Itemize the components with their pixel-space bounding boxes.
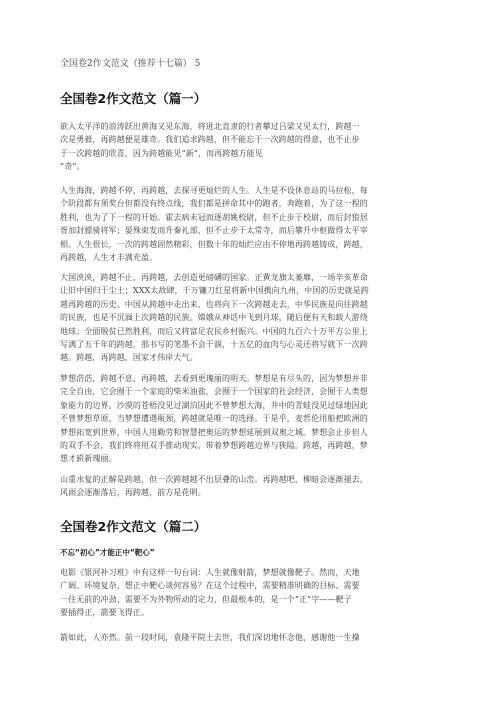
paragraph-line: 次是勇毅，再跨越便是雄奇。我们追求跨越，但不能忘于一次跨越的得意，也不止步 [60, 135, 360, 145]
paragraph-line: 个阶段都有须奖台但都没有终点线，我们都是拼命其中的跑者，奔跑着，为了这一程的 [60, 199, 368, 209]
paragraph-line: 胜利，也为了下一程的开始。霍去病未冠而逐胡姚校尉，但不止步于校尉，而后封狼居 [60, 212, 368, 222]
paragraph-line: 越。跨越，再跨越，国家才伟岸大气。 [60, 353, 198, 363]
section-2-title: 全国卷2作文范文（篇二） [60, 519, 207, 534]
paragraph-line: 的双手不会，我们终将用双手推动现实，带着梦想跨越边界与狭隘。跨越，再跨越，梦 [60, 441, 368, 451]
paragraph-line: 地球；全面脱贫已然胜利，而后又将富足农民乡村振兴。中国的九百六十万平方公里上 [60, 326, 368, 336]
document-header: 全国卷2作文范文（推荐十七篇） 5 [60, 59, 201, 69]
paragraph-line: 相。人生很长，一次的跨越固然精彩，但数十年的灿烂应由不停地再跨越铸成，跨越， [60, 239, 368, 249]
paragraph-line: 梦想浩浩，跨越不息，再跨越，去看到更瑰丽的明天。梦想是有尽头的，因为梦想并非 [60, 374, 368, 383]
paragraph-line: 写满了五千年的跨越，那书写的笔墨不会干涸，十五亿的血肉与心灵还将写就下一次跨 [60, 340, 368, 350]
paragraph-line: 再跨越，人生才丰满充盈。 [60, 253, 158, 263]
paragraph-line: 风雨会逐渐落后，再跨越，前方是花明。 [60, 488, 206, 498]
paragraph-line: 想才崭新瑰丽。 [60, 454, 117, 464]
paragraph-line: 电影《银河补习班》中有这样一句台词：人生就像射箭，梦想就像靶子。然而，天地 [60, 568, 360, 577]
paragraph-line: 完全自由，它会囿于一个家庭的柴米油盐，会囿于一个国家的社会经济，会囿于人类想 [60, 387, 368, 397]
paragraph-line: 大国泱泱，跨越不止，再跨越，去创造更磅礴的国家。正黄龙旗太萎靡，一场辛亥革命 [60, 273, 368, 282]
paragraph-line: 胥加封骠骑将军；晏殊束发而升秦礼部，但不止步于太常寺，而后攀升中枢做得太平宰 [60, 226, 368, 236]
paragraph-2 [60, 184, 444, 264]
paragraph-line: 人生海海，跨越不停，再跨越，去探寻更灿烂的人生。人生是不设休息站的马拉松，每 [60, 186, 368, 195]
paragraph-line: 梦想拓宽到世界，中国人用勤劳和智慧把奥运的梦想延展到双奥之城。梦想会止步但人 [60, 427, 368, 437]
paragraph-line: “奇”。 [60, 162, 85, 172]
paragraph-4 [60, 372, 444, 466]
paragraph-6 [60, 566, 444, 620]
section-2-subtitle: 不忘“初心”才能正中“靶心” [60, 548, 155, 557]
paragraph-line: 于一次跨越的欣喜，因为跨越能见“新”，而再跨越方能见 [60, 148, 263, 158]
paragraph-line: 让旧中国归于尘土；XXX太敌肆，千万镰刀红星将新中国携向九州，中国的历史就是跨 [60, 286, 369, 296]
paragraph-line: 一往无前的冲劲、需要不为外物所动的定力，但最根本的，是一个“正”字——靶子 [60, 594, 352, 604]
paragraph-line: 广阔、环境复杂，想正中靶心谈何容易？在这个过程中，需要精准明确的目标、需要 [60, 581, 360, 591]
paragraph-line: 山重水复的正解是跨越，但一次跨越越不出层叠的山峦。再跨越吧，柳暗会逐渐褪去， [60, 475, 368, 484]
paragraph-line: 越再跨越的历史。中国从跨越中走出来，也将向下一次跨越走去，中华民族是向往跨越 [60, 299, 368, 309]
paragraph-7 [60, 631, 444, 644]
paragraph-1 [60, 120, 444, 174]
paragraph-line: 箭如此，人亦然。前一段时间，袁隆平院士去世，我们深切地怀念他，感谢他一生操 [60, 633, 360, 642]
paragraph-line: 的民族，也是不沉湎上次跨越的民族。嫦娥从神话中飞到月球，随后便有天和载人游绕 [60, 313, 368, 323]
paragraph-line: 象能力的边界。沙漠的苍梧没见过湖泊因此不曾梦想大海，井中的青蛙没见过绿地因此 [60, 400, 368, 410]
paragraph-5 [60, 473, 444, 500]
paragraph-line: 欲入太平洋的浪涛跃出黄海又见东海，将进北直隶的行者攀过吕梁又见太行，跨越一 [60, 122, 360, 131]
paragraph-3 [60, 271, 444, 365]
paragraph-line: 不曾梦想草原，当梦想遭遇瓶颈，跨越就是唯一的选择。于是乎，麦哲伦用船把欧洲的 [60, 414, 368, 424]
paragraph-line: 要插得正，箭要飞得正。 [60, 608, 150, 618]
section-1-title: 全国卷2作文范文（篇一） [60, 91, 207, 106]
